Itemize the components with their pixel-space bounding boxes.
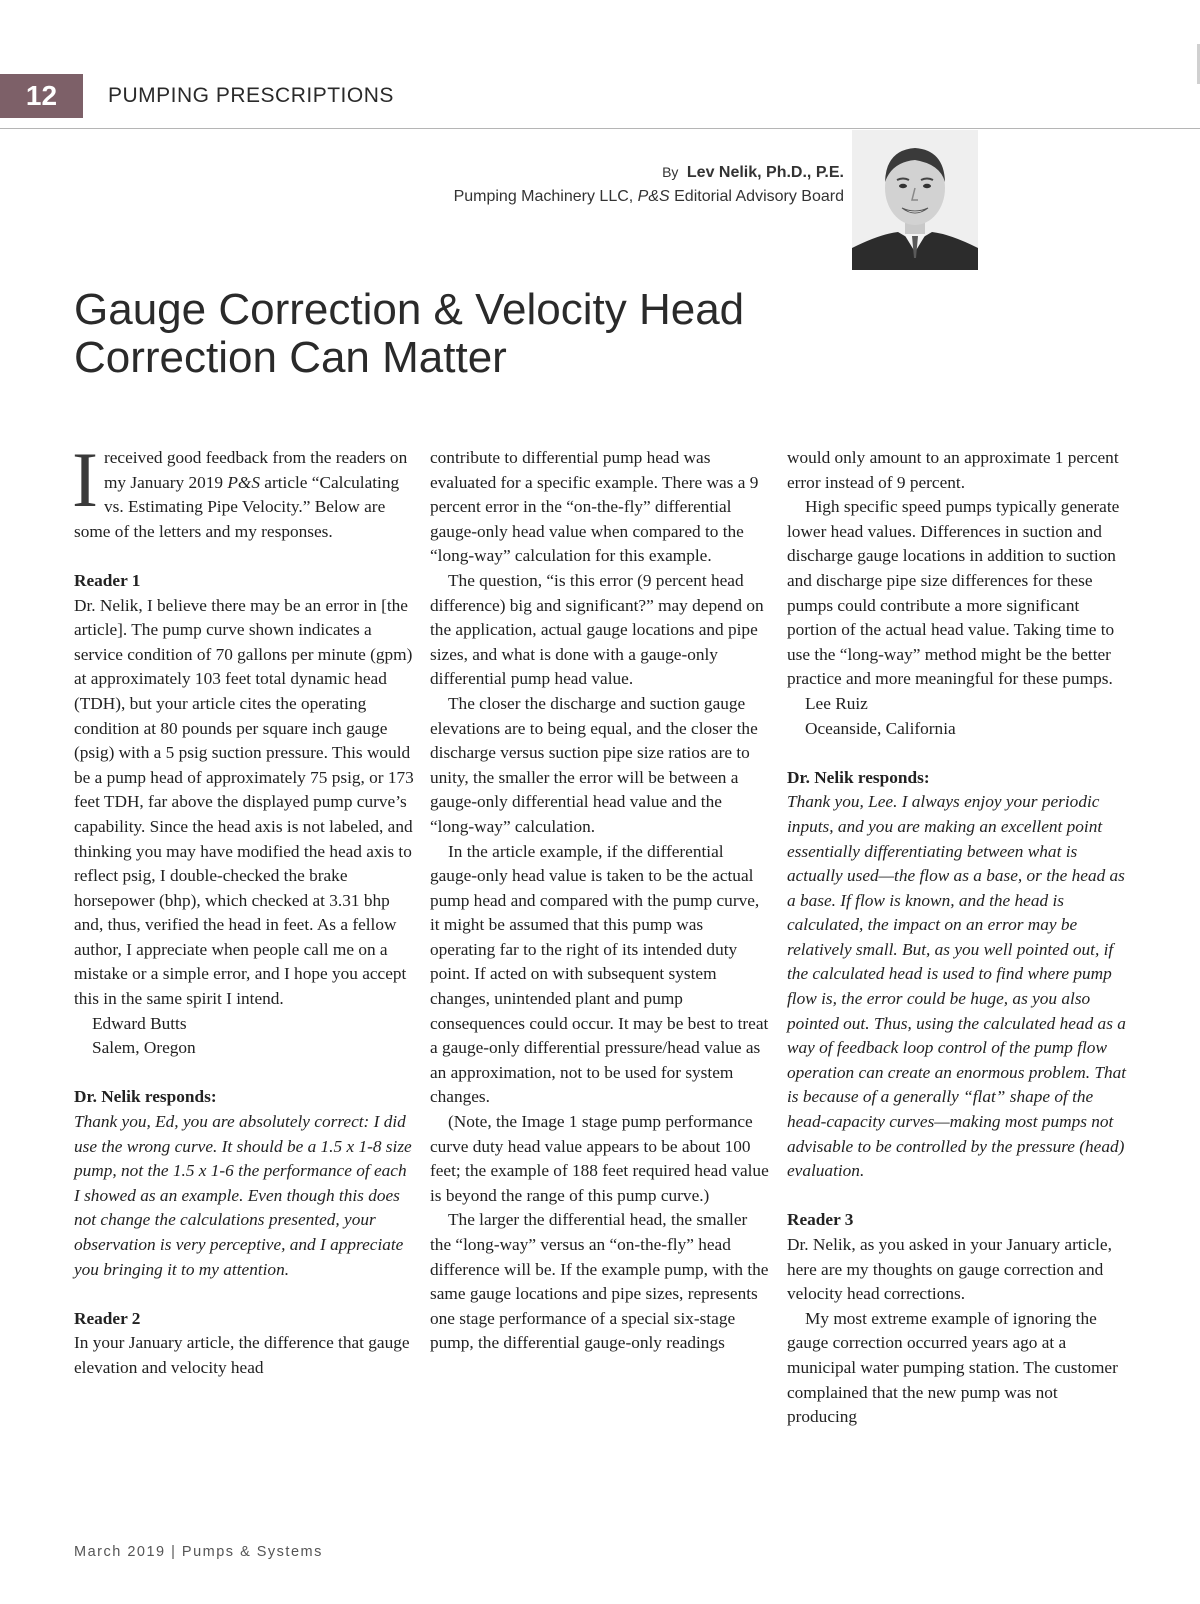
byline-author: Lev Nelik, Ph.D., P.E. [686, 164, 844, 181]
reader-3-heading: Reader 3 [787, 1210, 854, 1230]
reader-2-heading: Reader 2 [74, 1308, 141, 1328]
reader-1-name: Edward Butts [92, 1013, 187, 1033]
article-column-2 [430, 446, 770, 1356]
response-1-heading: Dr. Nelik responds: [74, 1087, 217, 1107]
reader-2-paragraph-1: contribute to differential pump head was evaluated for a specific example. There was a 9 percent error in the “on-the-fly” differential gauge-only head value when compared to the “long-way” calculation for this example. [430, 448, 759, 566]
page-footer [74, 1544, 323, 1560]
reader-2-paragraph-2: The question, “is this error (9 percent head difference) big and significant?” may depend on the application, actual gauge locations and pipe sizes, and what is done with a gauge-only differential pump head value. [430, 570, 764, 689]
reader-2-letter-start: In your January article, the difference that gauge elevation and velocity head [74, 1333, 410, 1377]
reader-2-paragraph-4: In the article example, if the differential gauge-only head value is taken to be the actual pump head and compared with the pump curve, it might be assumed that this pump was operating far to the right of its intended duty point. If acted on with subsequent system changes, unintended plant and pump consequences could occur. It may be best to treat a gauge-only differential pressure/head value as an approximation, not to be used for system changes. [430, 841, 769, 1107]
response-2-body: Thank you, Lee. I always enjoy your periodic inputs, and you are making an excellent point essentially differentiating between what is actually used—the flow as a base, or the head as a base. If flow is known, and the head is calculated, the impact on an error may be relatively small. But, as you well pointed out, if the calculated head is used to find where pump flow is, the error could be huge, as you also pointed out. Thus, using the calculated head as a way of feedback loop control of the pump flow operation can create an enormous problem. That is because of a generally “flat” shape of the head-capacity curves—making most pumps not advisable to be controlled by the pressure (head) evaluation. [787, 792, 1127, 1181]
reader-2-paragraph-3: The closer the discharge and suction gauge elevations are to being equal, and the closer the discharge versus suction pipe size ratios are to unity, the smaller the error will be between a gauge-only differential head value and the “long-way” calculation. [430, 693, 758, 836]
article-column-3 [787, 446, 1127, 1430]
drop-cap: I [72, 436, 98, 523]
headline-line-1: Gauge Correction & Velocity Head [74, 285, 745, 334]
reader-2-paragraph-7: would only amount to an approximate 1 percent error instead of 9 percent. [787, 448, 1119, 492]
reader-2-location: Oceanside, California [805, 718, 956, 738]
byline-affiliation: Pumping Machinery LLC, P&S Editorial Advisory Board [453, 188, 844, 205]
page-number: 12 [0, 74, 83, 118]
response-2-heading: Dr. Nelik responds: [787, 767, 930, 787]
headline-line-2: Correction Can Matter [74, 333, 507, 382]
reader-2-name: Lee Ruiz [805, 693, 868, 713]
byline-by: By [662, 164, 679, 180]
reader-1-location: Salem, Oregon [92, 1038, 196, 1058]
footer-separator: | [165, 1544, 182, 1560]
reader-2-paragraph-6: The larger the differential head, the smaller the “long-way” versus an “on-the-fly” head difference will be. If the example pump, with the same gauge locations and pipe sizes, represents one stage performance of a special six-stage pump, the differential gauge-only readings [430, 1210, 769, 1353]
reader-2-paragraph-8: High specific speed pumps typically generate lower head values. Differences in suction and discharge gauge locations in addition to suction and discharge pipe size differences for these pumps could contribute a more significant portion of the actual head value. Taking time to use the “long-way” method might be the better practice and more meaningful for these pumps. [787, 497, 1120, 689]
footer-date: March 2019 [74, 1544, 166, 1560]
response-1-body: Thank you, Ed, you are absolutely correct: I did use the wrong curve. It should be a 1.5 x 1-8 size pump, not the 1.5 x 1-6 the performance of each I showed as an example. Even though this does not change the calculations presented, your observation is very perceptive, and I appreciate you bringing it to my attention. [74, 1112, 412, 1279]
intro-paragraph: Ireceived good feedback from the readers on my January 2019 P&S article “Calculating vs. Estimating Pipe Velocity.” Below are some of the letters and my responses. [72, 436, 408, 541]
section-title: PUMPING PRESCRIPTIONS [108, 84, 394, 107]
reader-3-paragraph-1: Dr. Nelik, as you asked in your January article, here are my thoughts on gauge correction and velocity head corrections. [787, 1235, 1112, 1304]
footer-magazine: Pumps & Systems [181, 1544, 323, 1560]
byline [454, 160, 844, 209]
reader-3-paragraph-2: My most extreme example of ignoring the gauge correction occurred years ago at a municipal water pumping station. The customer complained that the new pump was not producing [787, 1308, 1118, 1427]
article-headline [74, 286, 974, 382]
author-portrait [852, 130, 978, 270]
reader-1-letter: Dr. Nelik, I believe there may be an error in [the article]. The pump curve shown indicates a service condition of 70 gallons per minute (gpm) at approximately 103 feet total dynamic head (TDH), but your article cites the operating condition at 80 pounds per square inch gauge (psig) with a 5 psig suction pressure. This would be a pump head of approximately 75 psig, or 173 feet TDH, far above the displayed pump curve’s capability. Since the head axis is not labeled, and thinking you may have modified the head axis to reflect psig, I double-checked the brake horsepower (bhp), which checked at 3.31 bhp and, thus, verified the head in feet. As a fellow author, I appreciate when people call me on a mistake or a simple error, and I hope you accept this in the same spirit I intend. [74, 595, 414, 1009]
reader-2-paragraph-5: (Note, the Image 1 stage pump performance curve duty head value appears to be about 100 feet; the example of 188 feet required head value is beyond the range of this pump curve.) [430, 1112, 769, 1205]
header-divider [0, 128, 1200, 129]
article-column-1 [72, 436, 414, 1381]
reader-1-heading: Reader 1 [74, 570, 141, 590]
